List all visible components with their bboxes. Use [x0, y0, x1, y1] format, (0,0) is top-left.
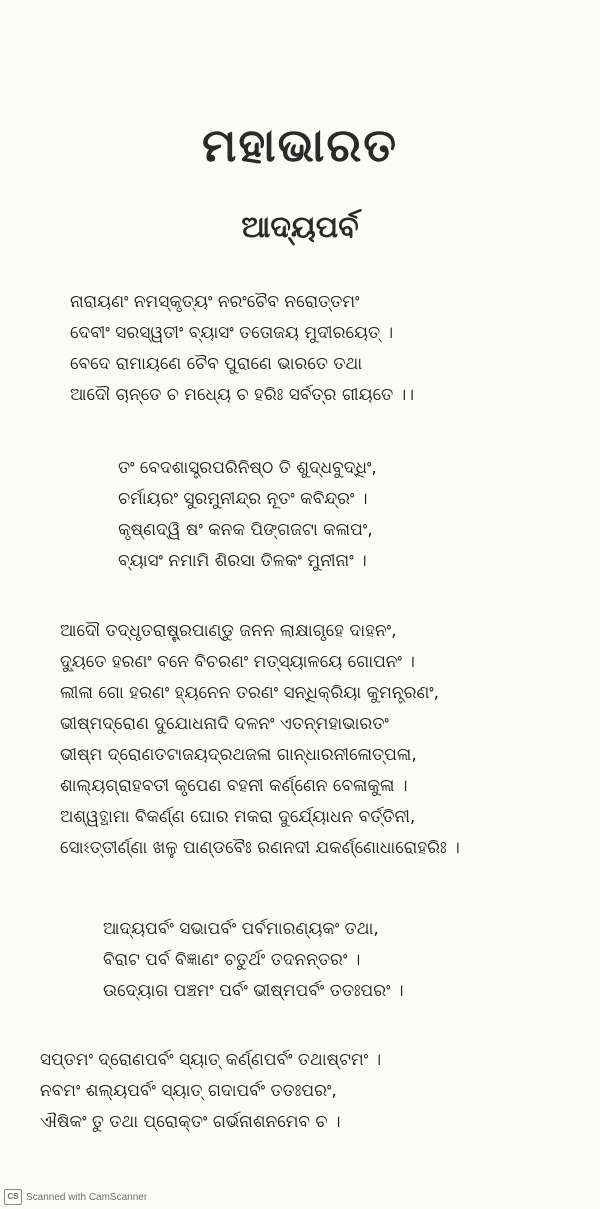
- verse-line: ଦେବୀଂ ସରସ୍ୱତୀଂ ବ୍ୟାସଂ ତତୋଜୟ ମୁଦୀରୟେତ୍ ।: [70, 323, 394, 343]
- verse-line: ଉଦ୍ୟୋଗ ପଞ୍ଚମଂ ପର୍ବଂ ଭୀଷ୍ମପର୍ବଂ ତତଃପରଂ ।: [103, 981, 404, 1001]
- verse-line: ବ୍ୟାସଂ ନମାମି ଶିରସା ତିଳକଂ ମୁନୀନାଂ ।: [118, 551, 367, 571]
- verse-stanza-1: [70, 287, 414, 411]
- verse-line: ବିରାଟ ପର୍ବ ବିଜ୍ଞାଣଂ ଚତୁର୍ଥଂ ତଦନନ୍ତରଂ ।: [103, 950, 361, 970]
- verse-line: ସୋଽତ୍ତୀର୍ଣ୍ଣା ଖଳୁ ପାଣ୍ଡବୈଃ ରଣନଦୀ ଯକର୍ଣ୍ଣୋଧାରୋହରିଃ ।: [60, 838, 460, 858]
- verse-line: କୃଷ୍ଣଦ୍ୱି ଷଂ କନକ ପିଙ୍ଗଜଟା କଳାପଂ,: [118, 520, 373, 540]
- scanner-watermark: [4, 1189, 147, 1205]
- verse-line: ନବମଂ ଶଲ୍ୟପର୍ବଂ ସ୍ୟାତ୍ ଗଦାପର୍ବଂ ତତଃପରଂ,: [40, 1081, 337, 1101]
- camscanner-icon: CS: [4, 1189, 22, 1205]
- verse-line: ଆଦ୍ୟପର୍ବଂ ସଭାପର୍ବଂ ପର୍ବମାରଣ୍ୟକଂ ତଥା,: [103, 919, 379, 939]
- verse-line: ଅଶ୍ୱତ୍ଥାମା ବିକର୍ଣ୍ଣ ଘୋର ମକରା ଦୁର୍ଯ୍ୟୋଧନ ବର୍ତ୍ତିନୀ,: [60, 807, 416, 827]
- verse-stanza-2: [118, 453, 377, 577]
- verse-line: ଆଦୌ ତଦ୍ଧୃତରାଷ୍ଟ୍ରପାଣ୍ଡୁ ଜନନ ଲାକ୍ଷାଗୃହେ ଦାହନଂ,: [60, 621, 397, 641]
- verse-stanza-3: [60, 616, 460, 864]
- verse-line: ଆଦୌ ଚାନ୍ତେ ଚ ମଧ୍ୟେ ଚ ହରିଃ ସର୍ବତ୍ର ଗୀୟତେ ।।: [70, 385, 414, 405]
- verse-line: ନାରାୟଣଂ ନମସ୍କୃତ୍ୟଂ ନରଂଚୈବ ନରୋତ୍ତମଂ: [70, 292, 360, 312]
- verse-stanza-5: [40, 1045, 381, 1138]
- verse-line: ଭୀଷ୍ମ ଦ୍ରୋଣତଟାଜୟଦ୍ରଥଜଳା ଗାନ୍ଧାରନୀଳୋତ୍ପଳା,: [60, 745, 417, 765]
- verse-line: ଲୀଳା ଗୋ ହରଣଂ ହ୍ୟନେନ ତରଣଂ ସନ୍ଧିକ୍ରିୟା କୁମନ୍ତ୍ରଣଂ,: [60, 683, 440, 703]
- verse-line: ଚର୍ମାୟରଂ ସୁରମୁନୀନ୍ଦ୍ର ନୂତଂ କବିନ୍ଦ୍ରଂ ।: [118, 489, 368, 509]
- page-title: ମହାଭାରତ: [201, 118, 399, 172]
- page-subtitle: ଆଦ୍ୟପର୍ବ: [241, 210, 359, 245]
- verse-stanza-4: [103, 914, 404, 1007]
- verse-line: ଦ୍ୟୁତେ ହରଣଂ ବନେ ବିଚରଣଂ ମତ୍ସ୍ୟାଳୟେ ଗୋପନଂ ।: [60, 652, 415, 672]
- verse-line: ସପ୍ତମଂ ଦ୍ରୋଣପର୍ବଂ ସ୍ୟାତ୍ କର୍ଣ୍ଣପର୍ବଂ ତଥାଷ୍ଟମଂ ।: [40, 1050, 382, 1070]
- watermark-text: Scanned with CamScanner: [26, 1191, 148, 1203]
- verse-line: ତଂ ବେଦଶାସ୍ତ୍ରପରିନିଷ୍ଠ ତି ଶୁଦ୍ଧବୁଦ୍ଧିଂ,: [118, 458, 377, 478]
- verse-line: ଐଷିକଂ ତୁ ତଥା ପ୍ରୋକ୍ତଂ ଗର୍ଭନାଶନମେବ ଚ ।: [40, 1112, 341, 1132]
- verse-line: ଭୀଷ୍ମଦ୍ରୋଣ ଦୁଯୋଧନାଦି ଦଳନଂ ଏତନ୍ମହାଭାରତଂ: [60, 714, 389, 734]
- verse-line: ଶାଲ୍ୟଗ୍ରାହବତୀ କୃପେଣ ବହନୀ କର୍ଣ୍ଣେନ ବେଳାକୁଳା ।: [60, 776, 408, 796]
- verse-line: ବେଦେ ରାମାୟଣେ ଚୈବ ପୁରାଣେ ଭାରତେ ତଥା: [70, 354, 363, 374]
